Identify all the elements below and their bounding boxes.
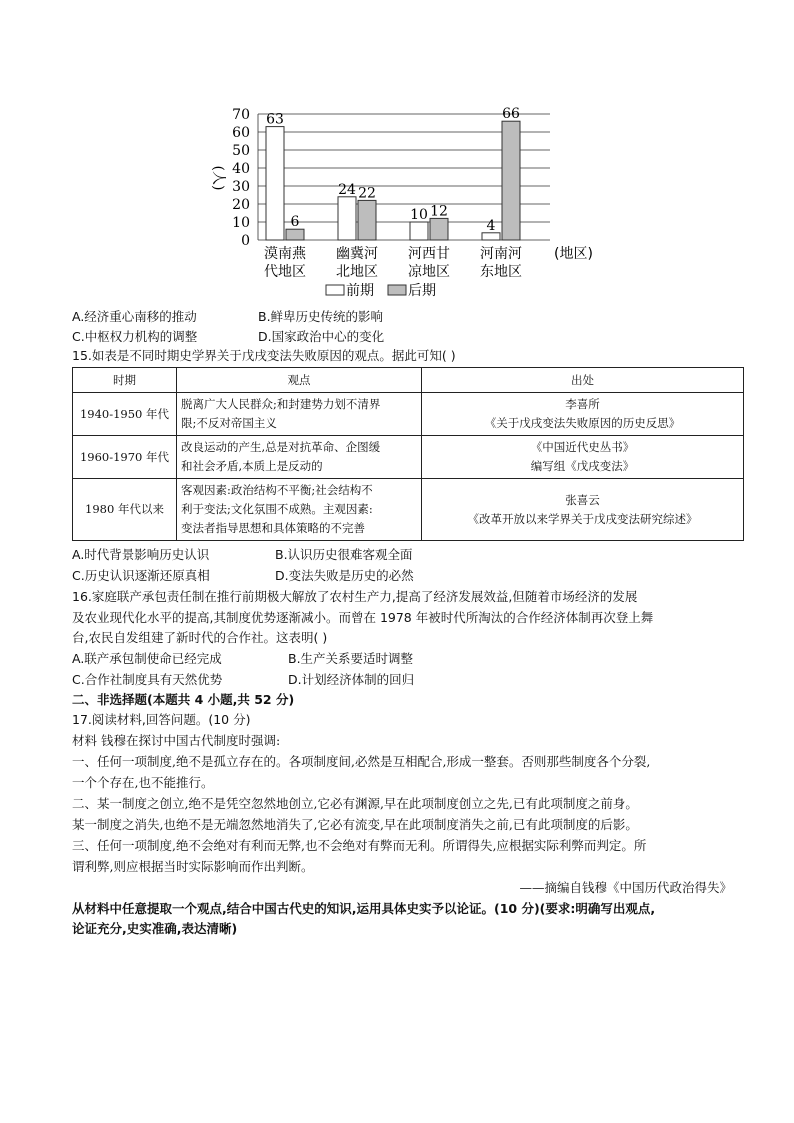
data-label: 63	[266, 111, 284, 128]
q16-stem-line-3: 台,农民自发组建了新时代的合作社。这表明( )	[72, 630, 328, 645]
x-tick-label: 代地区	[264, 264, 306, 280]
bar-late	[430, 218, 448, 240]
q15-option-c: C.历史认识逐渐还原真相	[72, 568, 210, 583]
material-source: ——摘编自钱穆《中国历代政治得失》	[519, 880, 732, 895]
x-tick-label: 凉地区	[408, 264, 450, 280]
q16-option-c: C.合作社制度具有天然优势	[72, 672, 223, 687]
row-period: 1940-1950 年代	[73, 393, 177, 436]
row-view	[177, 393, 422, 436]
source-line: 张喜云	[565, 492, 600, 507]
x-tick-label: 东地区	[480, 264, 522, 280]
q16-option-d: D.计划经济体制的回归	[288, 672, 415, 687]
row-period: 1960-1970 年代	[73, 436, 177, 479]
data-label: 6	[290, 214, 300, 231]
x-tick-label: 河南河	[480, 246, 522, 262]
q15-option-a: A.时代背景影响历史认识	[72, 547, 210, 562]
y-axis-label: (人)	[210, 165, 226, 191]
row-source	[422, 479, 744, 541]
source-line: 《关于戊戌变法失败原因的历史反思》	[484, 416, 681, 430]
x-tick-label: 幽冀河	[336, 246, 378, 262]
view-line: 改良运动的产生,总是对抗革命、企图缓	[181, 440, 381, 454]
material-intro: 材料 钱穆在探讨中国古代制度时强调:	[72, 733, 281, 748]
data-label: 12	[430, 203, 448, 220]
q15-table	[72, 367, 744, 541]
source-line: 《中国近代史丛书》	[530, 440, 635, 454]
x-tick-label: 北地区	[336, 264, 378, 280]
view-line: 客观因素:政治结构不平衡;社会结构不	[181, 483, 373, 497]
bar-late	[358, 200, 376, 240]
bar-early	[338, 197, 356, 240]
y-tick-label: 50	[232, 143, 250, 159]
x-tick-label: 河西甘	[408, 246, 450, 262]
material-line: 某一制度之消失,也绝不是无端忽然地消失了,它必有流变,早在此项制度消失之前,已有此项制度的后影。	[72, 817, 638, 832]
y-tick-label: 40	[232, 161, 250, 177]
source-line: 《改革开放以来学界关于戊戌变法研究综述》	[467, 511, 698, 526]
row-period: 1980 年代以来	[73, 479, 177, 541]
material-line: 一个个存在,也不能推行。	[72, 775, 214, 790]
q17-task-line-1: 从材料中任意提取一个观点,结合中国古代史的知识,运用具体史实予以论证。(10 分)(要求:明确写出观点,	[72, 901, 656, 916]
y-tick-label: 0	[241, 233, 250, 249]
table-row	[73, 436, 744, 479]
table-row	[73, 393, 744, 436]
data-label: 24	[338, 181, 356, 198]
view-line: 和社会矛盾,本质上是反动的	[181, 459, 323, 473]
view-line: 利于变法;文化氛围不成熟。主观因素:	[181, 502, 373, 516]
data-label: 4	[486, 217, 496, 234]
bar-late	[502, 121, 520, 240]
bar-early	[410, 222, 428, 240]
legend-label: 后期	[408, 283, 436, 299]
q16-option-a: A.联产承包制使命已经完成	[72, 651, 222, 666]
material-line: 二、某一制度之创立,绝不是凭空忽然地创立,它必有渊源,早在此项制度创立之先,已有此项制度之前身。	[72, 796, 638, 811]
q15-option-b: B.认识历史很难客观全面	[275, 547, 413, 562]
material-line: 一、任何一项制度,绝不是孤立存在的。各项制度间,必然是互相配合,形成一整套。否则那些制度各个分裂,	[72, 754, 651, 769]
view-line: 限;不反对帝国主义	[181, 416, 277, 430]
y-tick-label: 60	[232, 125, 250, 141]
q17-stem: 17.阅读材料,回答问题。(10 分)	[72, 712, 251, 727]
q14-option-c: C.中枢权力机构的调整	[72, 329, 198, 344]
view-line: 变法者指导思想和具体策略的不完善	[181, 521, 365, 535]
table-row	[73, 479, 744, 541]
q16-stem-line-1: 16.家庭联产承包责任制在推行前期极大解放了农村生产力,提高了经济发展效益,但随着市场经济的发展	[72, 589, 638, 604]
data-label: 66	[502, 106, 520, 123]
data-label: 22	[358, 185, 376, 202]
header-view: 观点	[177, 368, 422, 393]
legend-swatch	[326, 285, 344, 295]
material-line: 三、任何一项制度,绝不会绝对有利而无弊,也不会绝对有弊而无利。所谓得失,应根据实际利弊而判定。所	[72, 838, 647, 853]
data-label: 10	[410, 207, 428, 223]
q15-stem: 15.如表是不同时期史学界关于戊戌变法失败原因的观点。据此可知( )	[72, 348, 456, 363]
row-view	[177, 479, 422, 541]
row-source	[422, 393, 744, 436]
y-tick-label: 20	[232, 197, 250, 213]
q14-option-d: D.国家政治中心的变化	[258, 329, 385, 344]
q16-stem-line-2: 及农业现代化水平的提高,其制度优势逐渐减小。而曾在 1978 年被时代所淘汰的合作经济体制再次登上舞	[72, 610, 654, 625]
y-tick-label: 70	[232, 107, 250, 123]
legend-swatch	[388, 285, 406, 295]
header-source: 出处	[422, 368, 744, 393]
view-line: 脱离广大人民群众;和封建势力划不清界	[181, 397, 381, 411]
part2-title: 二、非选择题(本题共 4 小题,共 52 分)	[72, 692, 295, 707]
bar-early	[482, 233, 500, 240]
q17-task-line-2: 论证充分,史实准确,表达清晰)	[72, 921, 238, 936]
bar-chart	[210, 96, 593, 306]
x-axis-label: (地区)	[554, 246, 593, 262]
y-tick-label: 10	[232, 215, 250, 231]
y-tick-label: 30	[232, 179, 250, 195]
row-source	[422, 436, 744, 479]
bar-late	[286, 229, 304, 240]
row-view	[177, 436, 422, 479]
q15-option-d: D.变法失败是历史的必然	[275, 568, 414, 583]
x-tick-label: 漠南燕	[264, 246, 306, 262]
legend-label: 前期	[346, 283, 374, 299]
q16-option-b: B.生产关系要适时调整	[288, 651, 414, 666]
bar-early	[266, 127, 284, 240]
source-line: 李喜所	[565, 397, 600, 411]
table-header-row	[73, 368, 744, 393]
material-line: 谓利弊,则应根据当时实际影响而作出判断。	[72, 859, 314, 874]
q14-option-a: A.经济重心南移的推动	[72, 309, 197, 324]
q14-option-b: B.鲜卑历史传统的影响	[258, 309, 384, 324]
source-line: 编写组《戊戌变法》	[530, 459, 635, 473]
header-period: 时期	[73, 368, 177, 393]
